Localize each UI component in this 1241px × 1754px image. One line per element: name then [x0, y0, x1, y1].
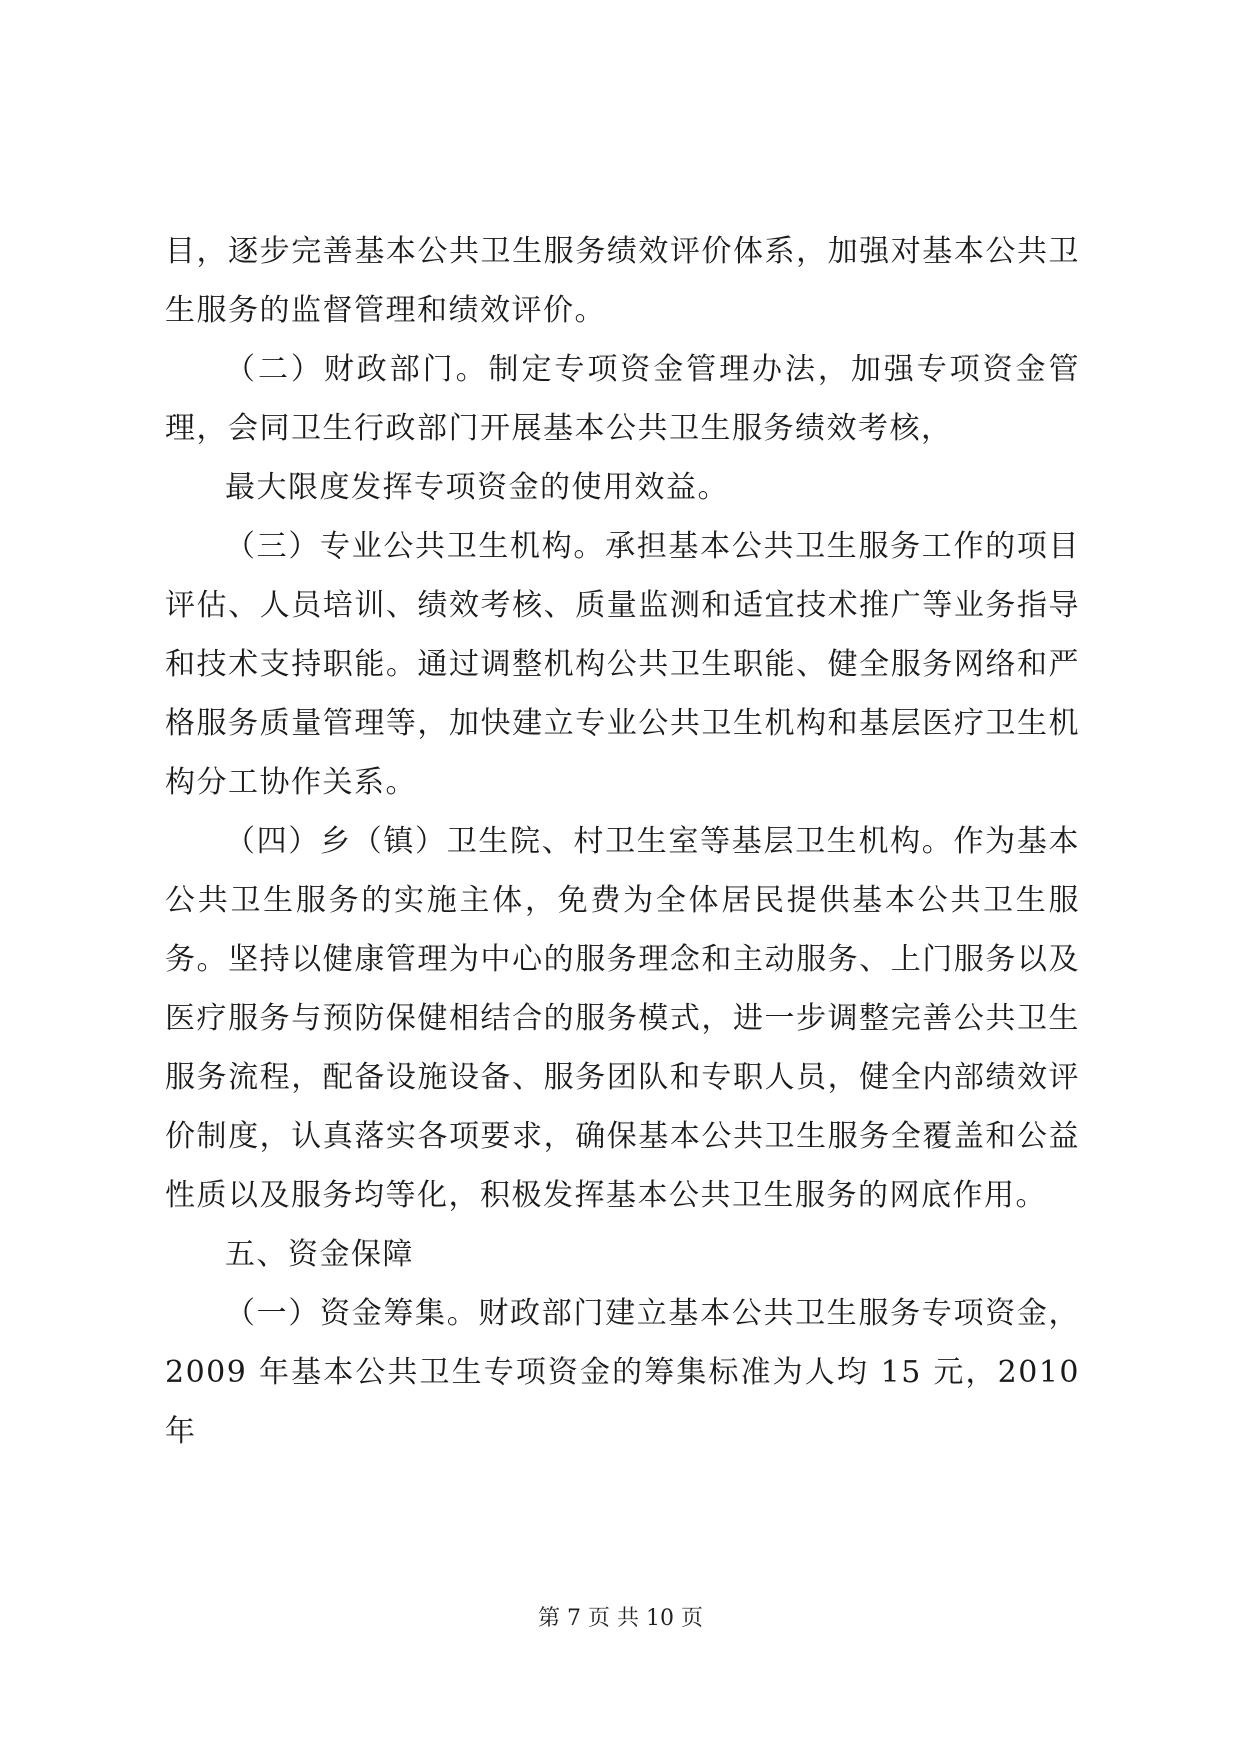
paragraph-fund-raising: （一）资金筹集。财政部门建立基本公共卫生服务专项资金，2009 年基本公共卫生专项资金的筹集标准为人均 15 元，2010 年	[165, 1296, 1080, 1449]
document-body	[165, 222, 1080, 1461]
paragraph-township-health-centers: （四）乡（镇）卫生院、村卫生室等基层卫生机构。作为基本公共卫生服务的实施主体，免费为全体居民提供基本公共卫生服务。坚持以健康管理为中心的服务理念和主动服务、上门服务以及医疗服务与预防保健相结合的服务模式，进一步调整完善公共卫生服务流程，配备设施设备、服务团队和专职人员，健全内部绩效评价制度，认真落实各项要求，确保基本公共卫生服务全覆盖和公益性质以及服务均等化，积极发挥基本公共卫生服务的网底作用。	[165, 824, 1080, 1213]
section-heading-funding: 五、资金保障	[225, 1237, 414, 1272]
page-number-footer: 第 7 页 共 10 页	[538, 1606, 703, 1631]
paragraph-public-health-institutions: （三）专业公共卫生机构。承担基本公共卫生服务工作的项目评估、人员培训、绩效考核、质量监测和适宜技术推广等业务指导和技术支持职能。通过调整机构公共卫生职能、健全服务网络和严格服务质量管理等，加快建立专业公共卫生机构和基层医疗卫生机构分工协作关系。	[165, 529, 1080, 800]
paragraph-finance-dept: （二）财政部门。制定专项资金管理办法，加强专项资金管理，会同卫生行政部门开展基本公共卫生服务绩效考核，	[165, 352, 1080, 446]
paragraph-continuation: 目，逐步完善基本公共卫生服务绩效评价体系，加强对基本公共卫生服务的监督管理和绩效评价。	[165, 234, 1080, 328]
paragraph-finance-benefit: 最大限度发挥专项资金的使用效益。	[225, 470, 729, 505]
